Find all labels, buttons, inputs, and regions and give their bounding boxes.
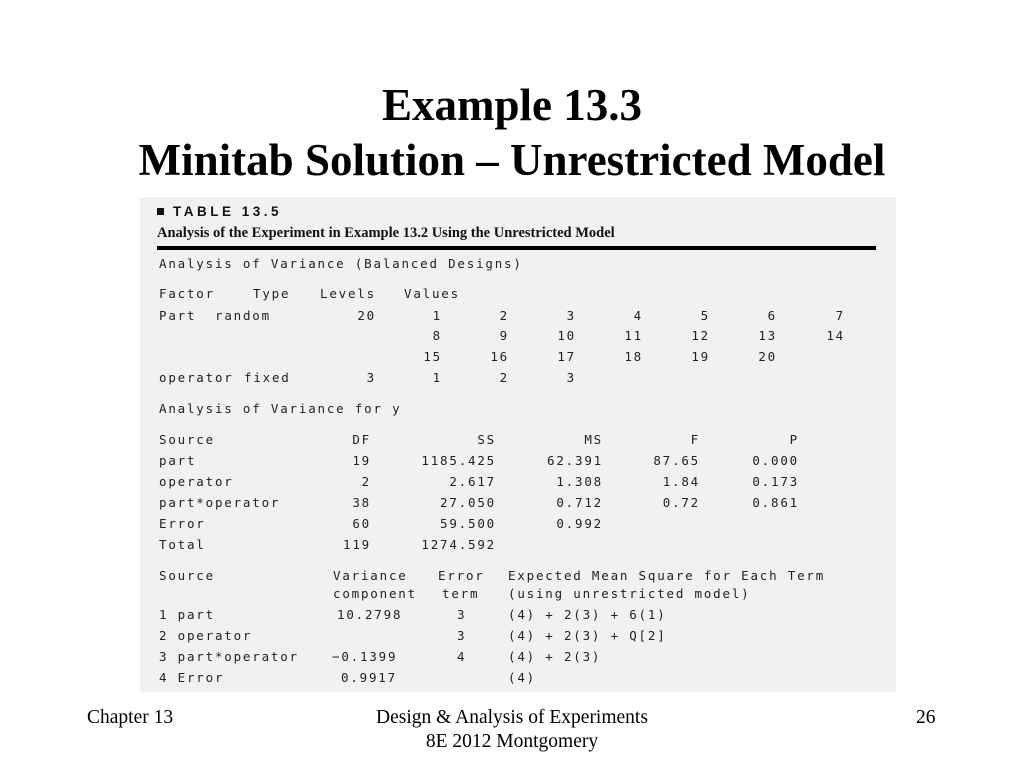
factor-type: fixed [244,370,291,385]
vc-error-term: 4 [457,649,467,664]
factor-type: random [215,308,271,323]
vc-ems: (4) + 2(3) + Q[2] [508,628,667,643]
factor-row [140,371,896,385]
anova-row [140,538,896,552]
factor-levels: 3 [366,370,376,385]
design-heading: Analysis of Variance (Balanced Designs) [159,256,523,271]
design-heading-line [140,257,896,271]
table-figure [140,197,896,692]
vc-error-term: 3 [457,607,467,622]
factor-value: 16 [490,349,509,364]
anova-row [140,475,896,489]
anova-source: operator [159,474,234,489]
anova-f: 1.84 [662,474,700,489]
factor-value: 1 [432,308,442,323]
anova-df: 60 [352,516,371,531]
factor-value: 11 [624,328,643,343]
factor-value: 17 [557,349,576,364]
table-rule [157,246,876,250]
anova-source: Error [159,516,206,531]
anova-f: 87.65 [653,453,700,468]
vc-row [140,671,896,685]
factor-header-levels: Levels [320,286,376,301]
factor-value: 3 [566,308,576,323]
factor-header-type: Type [253,286,291,301]
factor-name: Part [159,308,197,323]
anova-row [140,517,896,531]
factor-value: 3 [566,370,576,385]
anova-heading-line [140,402,896,416]
vc-header-row [140,569,896,583]
factor-value: 12 [691,328,710,343]
vc-row [140,650,896,664]
vc-header-term: term [442,586,480,601]
vc-ems: (4) [508,670,536,685]
footer-book-title: Design & Analysis of Experiments [376,707,648,728]
vc-row [140,608,896,622]
anova-df: 38 [352,495,371,510]
factor-value: 13 [758,328,777,343]
footer-book [312,706,712,754]
factor-header-factor: Factor [159,286,215,301]
anova-header-row [140,433,896,447]
factor-value: 4 [633,308,643,323]
factor-header-row [140,287,896,301]
vc-source: 1 part [159,607,215,622]
factor-value: 5 [700,308,710,323]
anova-source: part*operator [159,495,281,510]
vc-row [140,629,896,643]
anova-p: 0.173 [752,474,799,489]
vc-header-error: Error [438,568,485,583]
vc-variance-component: −0.1399 [332,649,398,664]
anova-ss: 1274.592 [421,537,496,552]
factor-name: operator [159,370,234,385]
factor-value: 8 [432,328,442,343]
anova-header-ms: MS [584,432,603,447]
vc-variance-component: 10.2798 [337,607,403,622]
anova-ms: 1.308 [556,474,603,489]
anova-ss: 59.500 [440,516,496,531]
vc-header-row-2 [140,587,896,601]
factor-value: 20 [758,349,777,364]
factor-value: 1 [432,370,442,385]
anova-ss: 1185.425 [421,453,496,468]
anova-heading: Analysis of Variance for y [159,401,402,416]
vc-header-variance: Variance [333,568,408,583]
vc-ems: (4) + 2(3) + 6(1) [508,607,667,622]
factor-value: 14 [826,328,845,343]
vc-source: 2 operator [159,628,253,643]
factor-value: 10 [557,328,576,343]
anova-header-f: F [690,432,700,447]
vc-header-source: Source [159,568,215,583]
factor-levels: 20 [357,308,376,323]
vc-variance-component: 0.9917 [341,670,397,685]
vc-ems: (4) + 2(3) [508,649,602,664]
anova-source: Total [159,537,206,552]
anova-ss: 27.050 [440,495,496,510]
factor-values-continued [140,350,896,364]
vc-error-term: 3 [457,628,467,643]
anova-df: 119 [343,537,371,552]
anova-source: part [159,453,197,468]
anova-ms: 0.712 [556,495,603,510]
square-bullet-icon [157,208,164,215]
anova-row [140,496,896,510]
factor-value: 7 [835,308,845,323]
vc-source: 4 Error [159,670,225,685]
footer-book-edition: 8E 2012 Montgomery [425,731,599,752]
vc-header-ems: Expected Mean Square for Each Term [508,568,826,583]
footer-chapter: Chapter 13 [87,707,174,728]
vc-header-ems-note: (using unrestricted model) [508,586,751,601]
title-line-2: Minitab Solution – Unrestricted Model [138,135,886,185]
anova-row [140,454,896,468]
anova-ms: 62.391 [547,453,603,468]
anova-ms: 0.992 [556,516,603,531]
factor-row [140,309,896,323]
factor-value: 2 [499,308,509,323]
title-line-1: Example 13.3 [381,80,642,130]
factor-value: 2 [499,370,509,385]
anova-p: 0.861 [752,495,799,510]
anova-header-ss: SS [477,432,496,447]
anova-header-p: P [789,432,799,447]
factor-value: 18 [624,349,643,364]
vc-source: 3 part*operator [159,649,299,664]
factor-value: 15 [423,349,442,364]
anova-ss: 2.617 [449,474,496,489]
footer-page-number: 26 [916,707,936,728]
slide-title [0,78,1024,188]
vc-header-component: component [333,586,417,601]
anova-f: 0.72 [662,495,700,510]
anova-header-source: Source [159,432,215,447]
factor-value: 19 [691,349,710,364]
table-label: TABLE 13.5 [173,204,283,219]
anova-header-df: DF [352,432,371,447]
factor-header-values: Values [404,286,460,301]
factor-value: 9 [499,328,509,343]
anova-df: 19 [352,453,371,468]
table-caption: Analysis of the Experiment in Example 13.2 Using the Unrestricted Model [157,225,615,241]
factor-values-continued [140,329,896,343]
factor-value: 6 [767,308,777,323]
anova-p: 0.000 [752,453,799,468]
anova-df: 2 [361,474,371,489]
